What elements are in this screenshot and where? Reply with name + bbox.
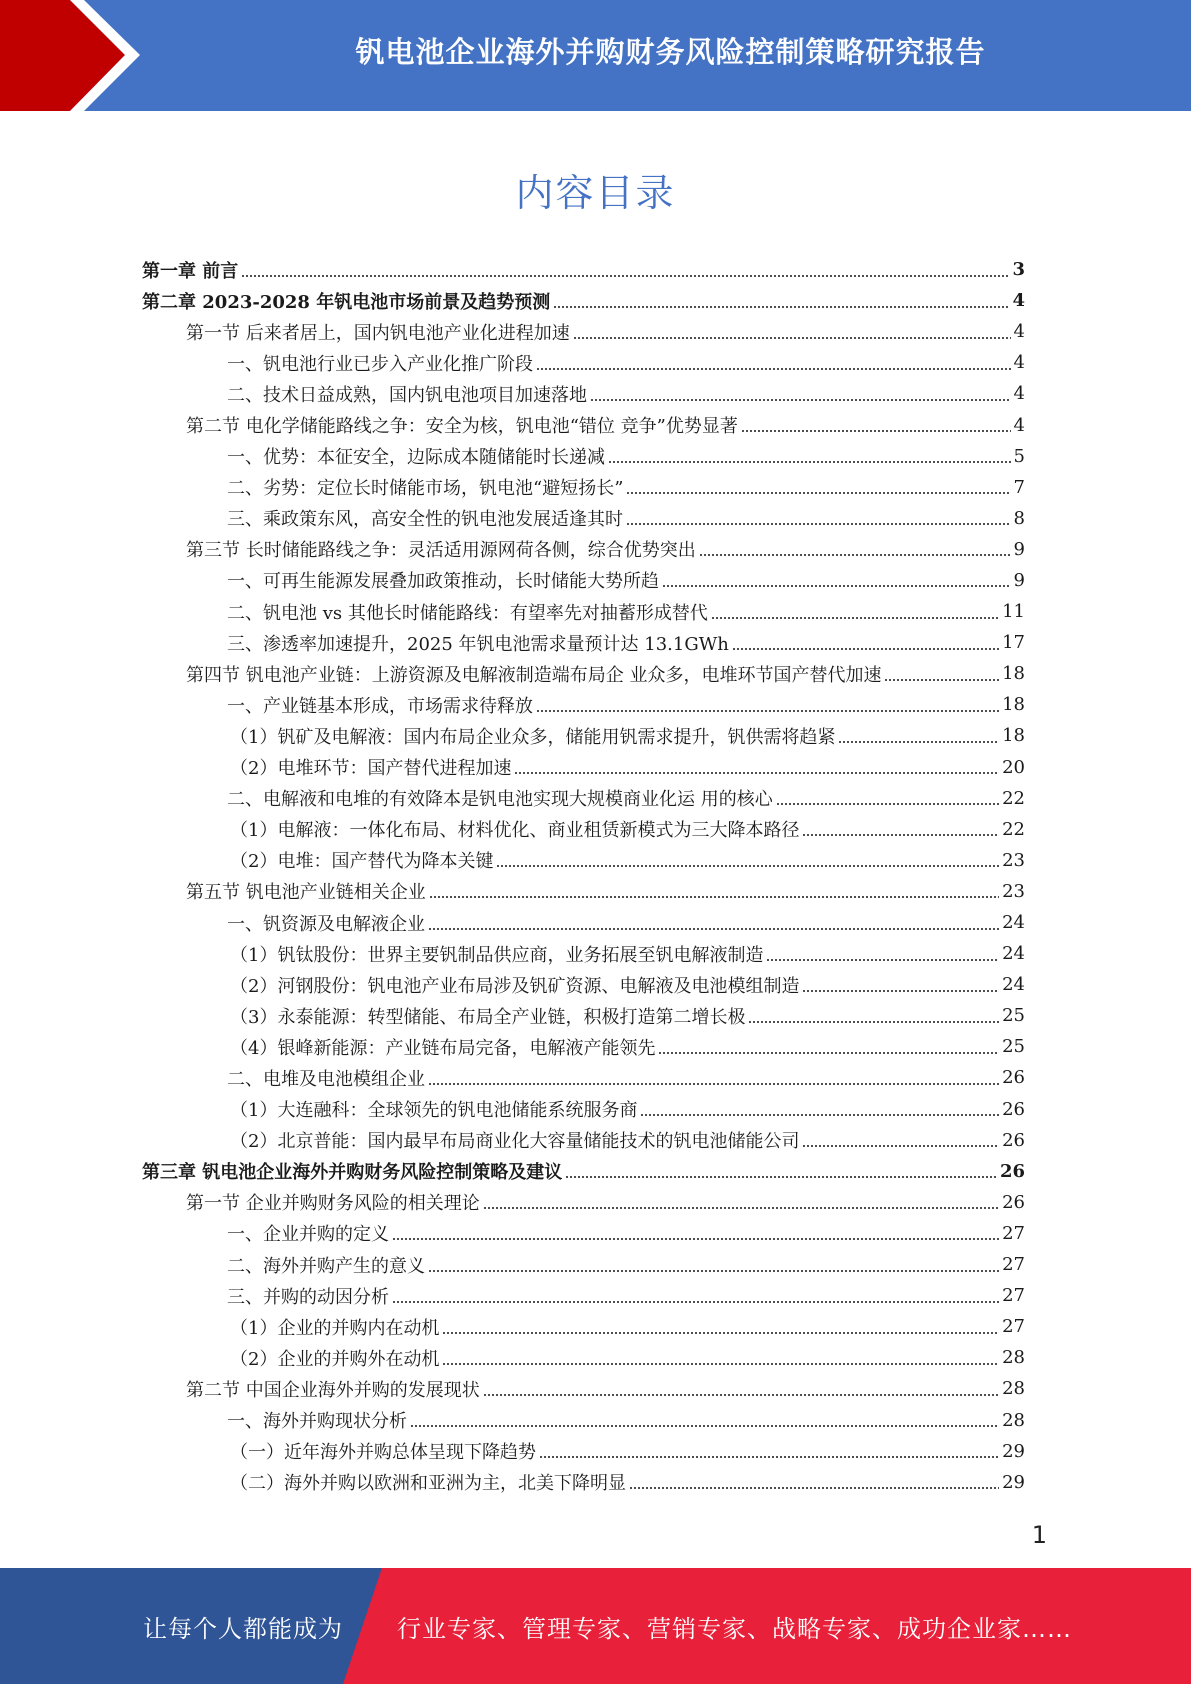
toc-entry[interactable] (142, 689, 1025, 720)
toc-entry[interactable] (142, 1062, 1025, 1093)
toc-entry-label: 第四节 钒电池产业链：上游资源及电解液制造端布局企 业众多，电堆环节国产替代加速 (186, 664, 882, 686)
toc-dot-leader (442, 1363, 999, 1365)
toc-dot-leader (514, 772, 999, 774)
toc-entry[interactable] (142, 1156, 1025, 1187)
toc-entry-page: 27 (1002, 1254, 1025, 1276)
toc-dot-leader (241, 275, 1009, 277)
toc-entry-label: 第三章 钒电池企业海外并购财务风险控制策略及建议 (142, 1162, 563, 1184)
toc-entry-label: （1）钒钛股份：世界主要钒制品供应商，业务拓展至钒电解液制造 (230, 944, 764, 966)
toc-entry-label: （2）河钢股份：钒电池产业布局涉及钒矿资源、电解液及电池模组制造 (230, 975, 800, 997)
toc-entry-label: 第二章 2023-2028 年钒电池市场前景及趋势预测 (142, 291, 551, 313)
toc-entry[interactable] (142, 907, 1025, 938)
toc-dot-leader (699, 554, 1011, 556)
toc-entry-page: 11 (1002, 601, 1025, 623)
toc-dot-leader (536, 710, 999, 712)
toc-entry-page: 29 (1002, 1471, 1025, 1493)
toc-entry-page: 25 (1002, 1036, 1025, 1058)
toc-entry-label: 第一章 前言 (142, 260, 239, 282)
toc-entry-page: 26 (1002, 1098, 1025, 1120)
toc-dot-leader (626, 523, 1011, 525)
toc-entry-label: 一、产业链基本形成，市场需求待释放 (227, 695, 533, 717)
toc-entry-page: 4 (1013, 414, 1025, 436)
toc-entry-page: 20 (1002, 756, 1025, 778)
toc-dot-leader (573, 337, 1011, 339)
toc-entry-page: 27 (1002, 1316, 1025, 1338)
toc-entry[interactable] (142, 565, 1025, 596)
toc-dot-leader (626, 492, 1010, 494)
toc-dot-leader (766, 959, 999, 961)
toc-entry-page: 26 (1002, 1129, 1025, 1151)
page-number: 1 (1031, 1521, 1047, 1549)
toc-dot-leader (483, 1207, 999, 1209)
toc-entry[interactable] (142, 596, 1025, 627)
toc-entry[interactable] (142, 876, 1025, 907)
toc-entry[interactable] (142, 472, 1025, 503)
toc-entry[interactable] (142, 1436, 1025, 1467)
toc-dot-leader (536, 368, 1011, 370)
toc-entry[interactable] (142, 938, 1025, 969)
toc-dot-leader (553, 306, 1009, 308)
toc-dot-leader (410, 1425, 999, 1427)
toc-entry-page: 28 (1002, 1409, 1025, 1431)
header-band (0, 0, 1191, 111)
toc-entry-page: 22 (1002, 787, 1025, 809)
toc-entry[interactable] (142, 752, 1025, 783)
toc-entry-page: 23 (1002, 849, 1025, 871)
toc-entry[interactable] (142, 347, 1025, 378)
toc-entry-label: 第一节 企业并购财务风险的相关理论 (186, 1193, 480, 1215)
toc-entry-page: 9 (1013, 538, 1025, 560)
toc-entry[interactable] (142, 658, 1025, 689)
toc-dot-leader (629, 1487, 999, 1489)
toc-entry[interactable] (142, 969, 1025, 1000)
toc-entry-page: 17 (1002, 632, 1025, 654)
toc-entry-page: 24 (1002, 943, 1025, 965)
toc-entry-label: 一、企业并购的定义 (227, 1224, 389, 1246)
toc-dot-leader (539, 1456, 999, 1458)
toc-entry-page: 7 (1013, 476, 1025, 498)
toc-entry-page: 29 (1002, 1440, 1025, 1462)
toc-entry-label: 第三节 长时储能路线之争：灵活适用源网荷各侧，综合优势突出 (186, 540, 696, 562)
toc-dot-leader (428, 1270, 999, 1272)
toc-entry[interactable] (142, 316, 1025, 347)
toc-entry-label: 二、电解液和电堆的有效降本是钒电池实现大规模商业化运 用的核心 (227, 789, 773, 811)
toc-entry-page: 27 (1002, 1222, 1025, 1244)
toc-dot-leader (392, 1301, 999, 1303)
toc-entry-page: 24 (1002, 912, 1025, 934)
toc-entry-label: 一、钒资源及电解液企业 (227, 913, 425, 935)
toc-dot-leader (776, 803, 999, 805)
toc-entry[interactable] (142, 1311, 1025, 1342)
toc-entry-label: 二、电堆及电池模组企业 (227, 1068, 425, 1090)
toc-entry-page: 18 (1002, 694, 1025, 716)
toc-entry-label: 第一节 后来者居上，国内钒电池产业化进程加速 (186, 322, 570, 344)
toc-entry[interactable] (142, 814, 1025, 845)
toc-entry[interactable] (142, 1031, 1025, 1062)
header-chevron-icon (0, 0, 160, 111)
toc-entry[interactable] (142, 1000, 1025, 1031)
toc-entry[interactable] (142, 254, 1025, 285)
toc-entry-page: 26 (999, 1160, 1025, 1182)
toc-entry-label: 第二节 中国企业海外并购的发展现状 (186, 1379, 480, 1401)
toc-dot-leader (565, 1176, 997, 1178)
toc-entry[interactable] (142, 1280, 1025, 1311)
toc-entry-page: 25 (1002, 1005, 1025, 1027)
toc-dot-leader (429, 896, 999, 898)
toc-entry[interactable] (142, 1342, 1025, 1373)
toc-entry-page: 18 (1002, 725, 1025, 747)
toc-dot-leader (496, 865, 999, 867)
toc-entry-page: 26 (1002, 1191, 1025, 1213)
toc-entry-label: 二、技术日益成熟，国内钒电池项目加速落地 (227, 384, 587, 406)
toc-entry[interactable] (142, 1218, 1025, 1249)
toc-dot-leader (748, 1021, 999, 1023)
toc-entry[interactable] (142, 503, 1025, 534)
toc-entry-page: 26 (1002, 1067, 1025, 1089)
toc-entry-label: （3）永泰能源：转型储能、布局全产业链，积极打造第二增长极 (230, 1006, 746, 1028)
footer-slogan-right: 行业专家、管理专家、营销专家、战略专家、成功企业家…… (397, 1614, 1072, 1643)
toc-entry-page: 5 (1013, 445, 1025, 467)
toc-dot-leader (838, 741, 999, 743)
toc-entry-page: 4 (1013, 383, 1025, 405)
toc-entry-label: （二）海外并购以欧洲和亚洲为主，北美下降明显 (230, 1473, 626, 1495)
table-of-contents (142, 254, 1025, 1498)
toc-entry-page: 28 (1002, 1347, 1025, 1369)
footer-band (0, 1568, 1191, 1684)
toc-dot-leader (802, 990, 999, 992)
toc-entry[interactable] (142, 845, 1025, 876)
footer-slogan-left: 让每个人都能成为 (143, 1614, 343, 1643)
toc-entry-page: 9 (1013, 569, 1025, 591)
toc-entry-label: 一、海外并购现状分析 (227, 1411, 407, 1433)
toc-entry-label: （一）近年海外并购总体呈现下降趋势 (230, 1442, 536, 1464)
toc-entry-label: （1）钒矿及电解液：国内布局企业众多，储能用钒需求提升，钒供需将趋紧 (230, 726, 836, 748)
toc-entry-label: 二、海外并购产生的意义 (227, 1255, 425, 1277)
toc-dot-leader (640, 1114, 999, 1116)
toc-heading: 内容目录 (515, 171, 676, 215)
toc-dot-leader (658, 1052, 999, 1054)
toc-entry[interactable] (142, 534, 1025, 565)
toc-entry-label: 一、钒电池行业已步入产业化推广阶段 (227, 353, 533, 375)
toc-entry-label: （1）大连融科：全球领先的钒电池储能系统服务商 (230, 1100, 638, 1122)
toc-entry[interactable] (142, 1373, 1025, 1404)
toc-entry-page: 4 (1013, 352, 1025, 374)
toc-entry-page: 4 (1012, 290, 1025, 312)
toc-entry-label: 三、渗透率加速提升，2025 年钒电池需求量预计达 13.1GWh (227, 633, 729, 655)
toc-entry-page: 22 (1002, 818, 1025, 840)
toc-dot-leader (711, 617, 999, 619)
toc-entry[interactable] (142, 1187, 1025, 1218)
toc-entry-label: （4）银峰新能源：产业链布局完备，电解液产能领先 (230, 1037, 656, 1059)
toc-dot-leader (662, 585, 1011, 587)
toc-entry-page: 8 (1013, 507, 1025, 529)
toc-entry-page: 27 (1002, 1285, 1025, 1307)
toc-entry[interactable] (142, 378, 1025, 409)
toc-dot-leader (884, 679, 999, 681)
toc-dot-leader (428, 1083, 999, 1085)
toc-entry-label: （1）电解液：一体化布局、材料优化、商业租赁新模式为三大降本路径 (230, 820, 800, 842)
toc-entry-label: （1）企业的并购内在动机 (230, 1317, 440, 1339)
toc-entry-page: 3 (1012, 259, 1025, 281)
toc-dot-leader (608, 461, 1011, 463)
toc-dot-leader (483, 1394, 999, 1396)
toc-entry-label: 一、可再生能源发展叠加政策推动，长时储能大势所趋 (227, 571, 659, 593)
toc-entry-page: 18 (1002, 663, 1025, 685)
toc-entry-page: 4 (1013, 321, 1025, 343)
toc-entry-label: （2）电堆：国产替代为降本关键 (230, 851, 494, 873)
toc-entry[interactable] (142, 627, 1025, 658)
toc-dot-leader (590, 399, 1011, 401)
toc-entry-label: （2）北京普能：国内最早布局商业化大容量储能技术的钒电池储能公司 (230, 1131, 800, 1153)
toc-entry[interactable] (142, 409, 1025, 440)
toc-dot-leader (802, 1145, 999, 1147)
toc-entry-label: 三、并购的动因分析 (227, 1286, 389, 1308)
toc-entry[interactable] (142, 1125, 1025, 1156)
toc-dot-leader (428, 928, 999, 930)
toc-entry-label: （2）电堆环节：国产替代进程加速 (230, 758, 512, 780)
toc-entry[interactable] (142, 285, 1025, 316)
toc-entry[interactable] (142, 1404, 1025, 1435)
toc-entry[interactable] (142, 1094, 1025, 1125)
toc-entry-page: 24 (1002, 974, 1025, 996)
toc-entry-label: 第五节 钒电池产业链相关企业 (186, 882, 426, 904)
toc-entry-label: 第二节 电化学储能路线之争：安全为核，钒电池“错位 竞争”优势显著 (186, 416, 738, 438)
toc-entry[interactable] (142, 1467, 1025, 1498)
toc-entry-label: 三、乘政策东风，高安全性的钒电池发展适逢其时 (227, 509, 623, 531)
toc-entry-page: 28 (1002, 1378, 1025, 1400)
report-title: 钒电池企业海外并购财务风险控制策略研究报告 (355, 34, 986, 69)
toc-entry[interactable] (142, 720, 1025, 751)
toc-entry[interactable] (142, 441, 1025, 472)
toc-entry-label: 一、优势：本征安全，边际成本随储能时长递减 (227, 447, 605, 469)
toc-entry-label: 二、钒电池 vs 其他长时储能路线：有望率先对抽蓄形成替代 (227, 602, 708, 624)
toc-dot-leader (732, 648, 999, 650)
toc-dot-leader (741, 430, 1011, 432)
toc-entry[interactable] (142, 1249, 1025, 1280)
toc-entry-label: （2）企业的并购外在动机 (230, 1348, 440, 1370)
toc-dot-leader (392, 1238, 999, 1240)
toc-entry[interactable] (142, 783, 1025, 814)
toc-entry-label: 二、劣势：定位长时储能市场，钒电池“避短扬长” (227, 478, 624, 500)
toc-entry-page: 23 (1002, 880, 1025, 902)
toc-dot-leader (442, 1332, 999, 1334)
toc-dot-leader (802, 834, 999, 836)
